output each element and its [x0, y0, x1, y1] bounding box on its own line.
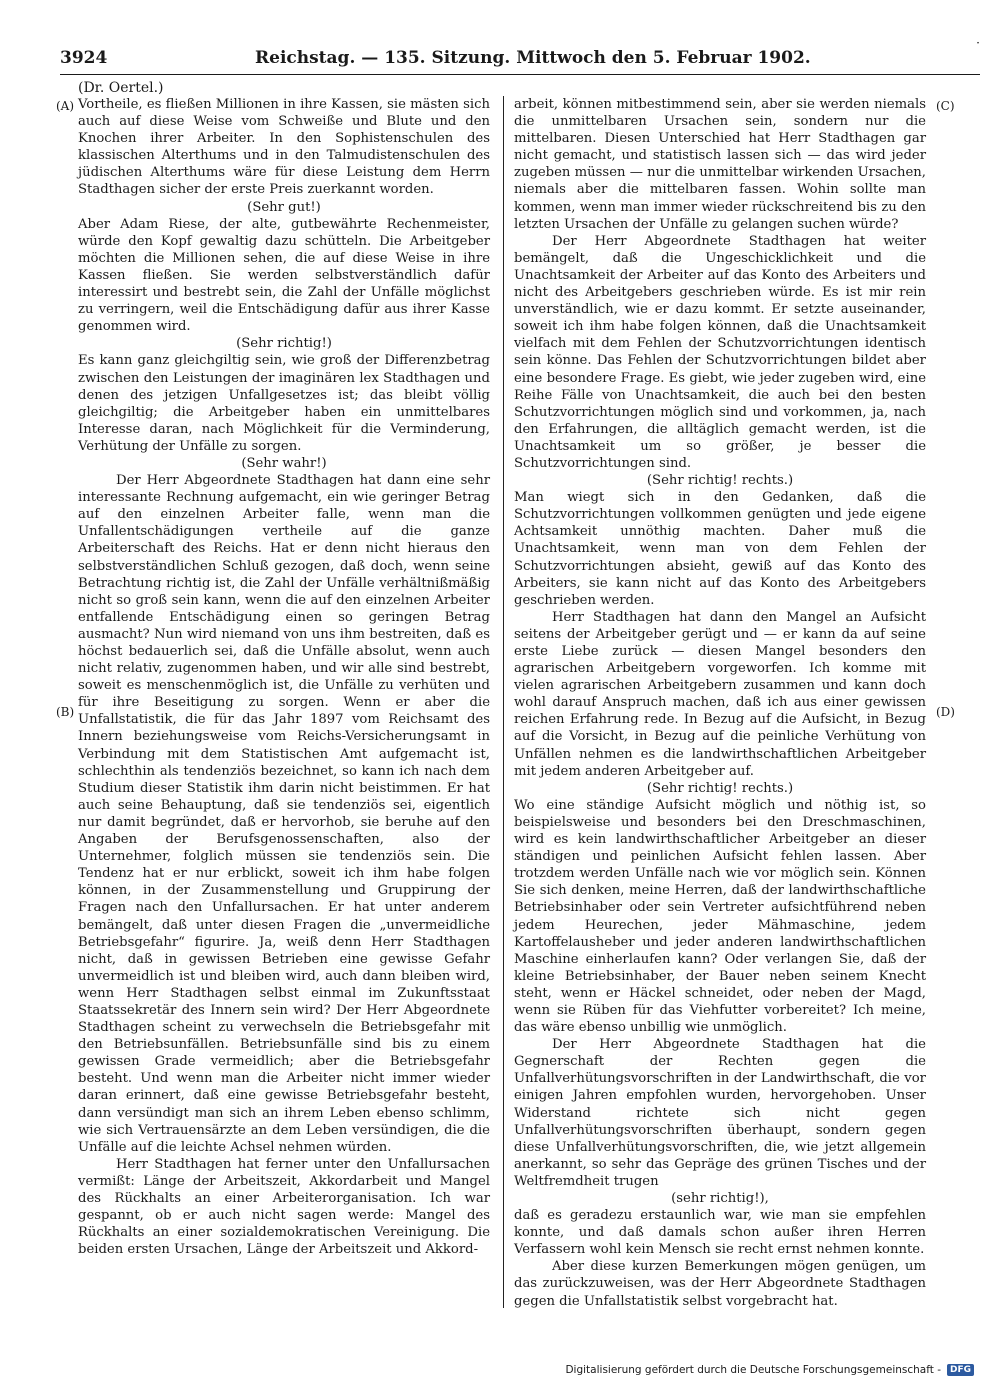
- margin-mark-a: (A): [56, 99, 75, 113]
- right-paragraph: arbeit, können mitbestimmend sein, aber sie werden niemals die unmittelbaren Ursachen sein, sondern nur die mittelbaren. Diesen Unterschied hat Herr Stadthagen gar nicht gemacht, und statistisch lassen sich — das wird jeder zugeben müssen — nur die unmittelbar wirkenden Ursachen, niemals aber die mittelbaren fassen. Wohin sollte man kommen, wenn man immer wieder rückschreitend bis zu den letzten Ursachen der Unfälle zu gelangen suchen würde?: [514, 97, 926, 232]
- footer-credit: Digitalisierung gefördert durch die Deutsche Forschungsgemeinschaft -: [565, 1364, 941, 1376]
- column-divider: [503, 96, 504, 1308]
- running-head-title: Reichstag. — 135. Sitzung. Mittwoch den 5. Februar 1902.: [255, 48, 811, 68]
- left-paragraph: Es kann ganz gleichgiltig sein, wie groß der Differenzbetrag zwischen den Leistungen der imaginären lex Stadthagen und denen des jetzigen Unfallgesetzes ist; das bleibt völlig gleichgiltig; die Arbeitgeber haben ein unmittelbares Interesse daran, nach Möglichkeit für die Verminderung, Verhütung der Unfälle zu sorgen.: [78, 353, 490, 454]
- dfg-logo: DFG: [947, 1364, 974, 1376]
- margin-mark-d: (D): [936, 705, 955, 719]
- right-interjection: (Sehr richtig! rechts.): [646, 780, 794, 796]
- left-interjection: (Sehr richtig!): [236, 336, 332, 352]
- left-paragraph: Vortheile, es fließen Millionen in ihre Kassen, sie mästen sich auch auf diese Weise vom Schweiße und Blute und den Knochen ihrer Arbeiter. In den Sophistenschulen des klassischen Alterthums und in den Talmudistenschulen des jüdischen Alterthums wäre für diese Leistung dem Herrn Stadthagen sicher der erste Preis zuerkannt worden.: [78, 97, 490, 198]
- right-interjection: (Sehr richtig! rechts.): [646, 473, 794, 489]
- left-column: [78, 96, 490, 1258]
- running-header: [60, 36, 980, 75]
- left-interjection: (Sehr gut!): [247, 199, 321, 215]
- right-paragraph: daß es geradezu erstaunlich war, wie man sie empfehlen konnte, und daß damals schon außer ihren Herren Verfassern wohl kein Mensch sie recht ernst nehmen konnte.: [514, 1208, 926, 1258]
- right-paragraph: Wo eine ständige Aufsicht möglich und nöthig ist, so beispielsweise und besonders bei den Dreschmaschinen, wird es kein landwirthschaftlicher Arbeitgeber an dieser ständigen und peinlichen Aufsicht fehlen lassen. Aber trotzdem werden Unfälle nach wie vor möglich sein. Können Sie sich denken, meine Herren, daß der landwirthschaftliche Betriebsinhaber oder sein Vertreter aufsichtführend neben jedem Heurechen, jeder Mähmaschine, jedem Kartoffelausheber und jeder anderen landwirthschaftlichen Maschine einherlaufen kann? Oder verlangen Sie, daß der kleine Betriebsinhaber, der Bauer neben seinem Knecht steht, wenn er Häckel schneidet, oder neben der Magd, wenn sie Rüben für das Viehfutter vorbereitet? Ich meine, das wäre ebenso unbillig wie unmöglich.: [514, 797, 926, 1036]
- right-interjection: (sehr richtig!),: [671, 1191, 769, 1206]
- right-paragraph: Herr Stadthagen hat dann den Mangel an Aufsicht seitens der Arbeitgeber gerügt und — er kann da auf seine erste Liebe zurück — diesen Mangel besonders den agrarischen Arbeitgebern vorgeworfen. Ich komme mit vielen agrarischen Arbeitgebern zusammen und kann doch wohl darauf Anspruch machen, daß ich aus einer gewissen reichen Erfahrung rede. In Bezug auf die Aufsicht, in Bezug auf die Vorsicht, in Bezug auf die peinliche Verhütung von Unfällen nehmen es die landwirthschaftlichen Arbeitgeber mit jedem anderen Arbeitgeber auf.: [514, 609, 926, 779]
- left-paragraph: Aber Adam Riese, der alte, gutbewährte Rechenmeister, würde den Kopf gewaltig dazu schütteln. Die Arbeitgeber möchten die Millionen sehen, die auf diese Weise in ihre Kassen fließen. Sie werden selbstverständlich dafür interessirt und bestrebt sein, die Zahl der Unfälle möglichst zu verringern, weil die Entschädigung dafür aus ihrer Kasse genommen wird.: [78, 216, 490, 335]
- right-paragraph: Aber diese kurzen Bemerkungen mögen genügen, um das zurückzuweisen, was der Herr Abgeordnete Stadthagen gegen die Unfallstatistik selbst vorgebracht hat.: [514, 1259, 926, 1309]
- right-column: [514, 96, 926, 1310]
- left-interjection: (Sehr wahr!): [241, 455, 327, 471]
- right-paragraph: Der Herr Abgeordnete Stadthagen hat weiter bemängelt, daß die Ungeschicklichkeit und die Unachtsamkeit der Arbeiter auf das Konto des Arbeiters und nicht des Arbeitgebers geschrieben würde. Es ist mir rein unverständlich, wie er dazu kommt. Er setzte auseinander, soweit ich ihm habe folgen können, daß die Unachtsamkeit vielfach mit dem Fehlen der Schutzvorrichtungen identisch sein könne. Das Fehlen der Schutzvorrichtungen bildet aber eine besondere Frage. Es giebt, wie jeder zugeben wird, eine Reihe Fälle von Unachtsamkeit, die auch bei den besten Schutzvorrichtungen möglich sind und vorkommen, ja, nach den Erfahrungen, die alltäglich gemacht werden, ist die Unachtsamkeit um so größer, je besser die Schutzvorrichtungen sind.: [514, 233, 926, 471]
- margin-mark-c: (C): [936, 99, 955, 113]
- footer: [565, 1364, 974, 1376]
- margin-mark-b: (B): [56, 705, 75, 719]
- page-number: 3924: [60, 48, 108, 68]
- left-paragraph: Herr Stadthagen hat ferner unter den Unfallursachen vermißt: Länge der Arbeitszeit, Akkordarbeit und Mangel des Rückhalts an einer Arbeiterorganisation. Ich war gespannt, ob er auch nicht sagen werde: Mangel des Rückhalts an einer sozialdemokratischen Vereinigung. Die beiden ersten Ursachen, Länge der Arbeitszeit und Akkord-: [78, 1156, 490, 1258]
- left-paragraph: Der Herr Abgeordnete Stadthagen hat dann eine sehr interessante Rechnung aufgemacht, ein wie geringer Betrag auf den einzelnen Arbeiter falle, wenn man die Unfallentschädigungen vertheile auf die ganze Arbeiterschaft des Reichs. Hat er denn nicht hieraus den selbstverständlichen Schluß gezogen, daß doch, wenn seine Betrachtung richtig ist, die Zahl der Unfälle verhältnißmäßig nicht so groß sein kann, wenn die auf den einzelnen Arbeiter entfallende Entschädigung einen so geringen Betrag ausmacht? Nun wird niemand von uns ihm bestreiten, daß es höchst bedauerlich sei, daß die Unfälle absolut, wenn auch nicht relativ, zugenommen haben, und wir alle sind bestrebt, soweit es menschenmöglich ist, die Unfälle zu verhüten und für ihre Beseitigung zu sorgen. Wenn er aber die Unfallstatistik, die für das Jahr 1897 vom Reichsamt des Innern beziehungsweise vom Reichs-Versicherungsamt in Verbindung mit dem Statistischen Amt aufgemacht ist, schlechthin als tendenziös bezeichnet, so kann ich nach dem Studium dieser Statistik ihm darin nicht beistimmen. Er hat auch seine Behauptung, daß sie tendenziös sei, eigentlich nur damit begründet, daß er hervorhob, sie beruhe auf den Angaben der Berufsgenossenschaften, also der Unternehmer, folglich müssen sie tendenziös sein. Die Tendenz hat er nur erblickt, soweit ich ihm habe folgen können, in der Zusammenstellung und Gruppirung der Fragen nach den Unfallursachen. Er hat unter anderem bemängelt, daß unter diesen Fragen die „unvermeidliche Betriebsgefahr“ figurire. Ja, weiß denn Herr Stadthagen nicht, daß in gewissen Betrieben eine gewisse Gefahr unvermeidlich ist und bleiben wird, auch dann bleiben wird, wenn Herr Stadthagen selbst einmal im Zukunftsstaat Staatssekretär des Innern sein wird? Der Herr Abgeordnete Stadthagen scheint zu verwechseln die Betriebsgefahr mit den Betriebsunfällen. Betriebsunfälle sind bis zu einem gewissen Grade vermeidlich; aber die Betriebsgefahr besteht. Und wenn man die Arbeiter nicht immer wieder daran erinnert, daß eine gewisse Betriebsgefahr besteht, dann versündigt man sich an ihrem Leben ebenso schlimm, wie sich Vertrauensärzte an dem Leben versündigen, die die Unfälle auf die leichte Achsel nehmen würden.: [78, 473, 490, 1155]
- speaker-label: (Dr. Oertel.): [78, 80, 164, 96]
- right-paragraph: Der Herr Abgeordnete Stadthagen hat die Gegnerschaft der Rechten gegen die Unfallverhütungsvorschriften in der Landwirthschaft, die vor einigen Jahren empfohlen wurden, hervorgehoben. Unser Widerstand richtete sich nicht gegen Unfallverhütungsvorschriften überhaupt, sondern gegen diese Unfallverhütungsvorschriften, die, wie jetzt allgemein anerkannt, so sehr das Gepräge des grünen Tisches und der Weltfremdheit trugen: [514, 1037, 926, 1189]
- right-paragraph: Man wiegt sich in den Gedanken, daß die Schutzvorrichtungen vollkommen genügten und jede eigene Achtsamkeit unnöthig machten. Daher muß die Unachtsamkeit, wenn man von dem Fehlen der Schutzvorrichtungen absieht, gewiß auf das Konto des Arbeiters, sie kann nicht auf das Konto des Arbeitgebers geschrieben werden.: [514, 490, 926, 608]
- corner-dot: ·: [976, 36, 980, 50]
